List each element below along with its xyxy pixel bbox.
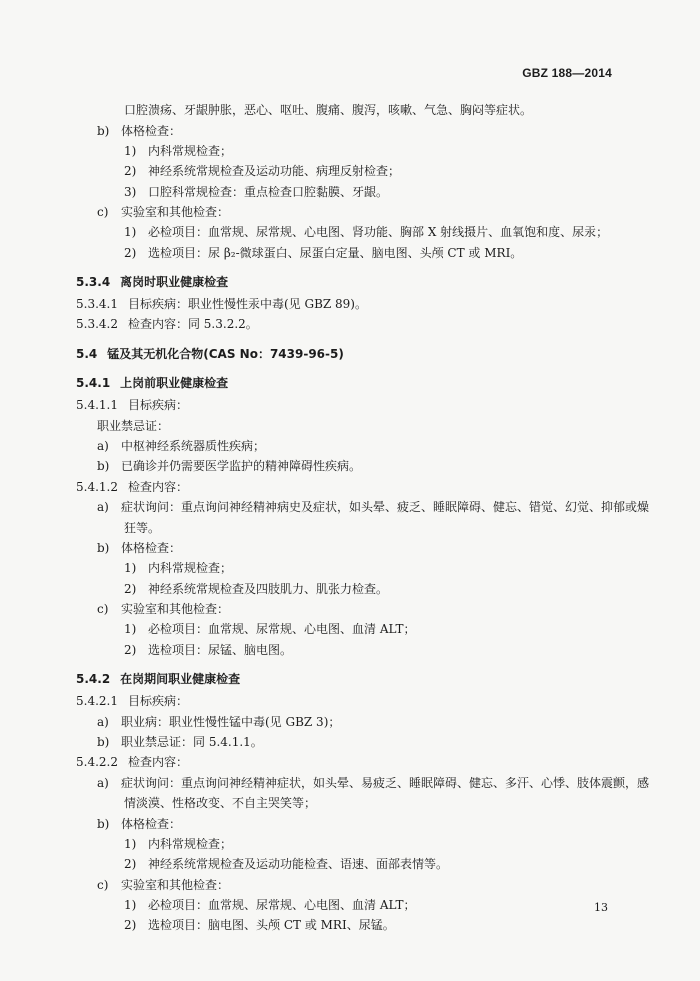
text-line [124,795,316,811]
page-number: 13 [594,901,608,914]
clause-number: 5.4.1 [76,376,111,390]
list-item [124,143,232,159]
list-item [97,123,181,139]
line-text: 内科常规检查； [148,561,233,575]
clause-line [76,754,188,770]
list-item [124,581,388,597]
list-marker: 2) [124,918,137,932]
list-item [124,224,608,240]
list-marker: 1) [124,144,137,158]
list-item [97,540,181,556]
list-marker: b) [97,817,110,831]
list-marker: a) [97,776,109,790]
list-marker: 1) [124,898,137,912]
line-text: 离岗时职业健康检查 [120,275,229,289]
section-heading [76,671,240,687]
list-item [124,856,448,872]
line-text: 职业病：职业性慢性锰中毒(见 GBZ 3)； [121,715,341,729]
clause-line [76,397,188,413]
clause-line [76,693,188,709]
clause-line [76,296,367,312]
line-text: 职业禁忌证：同 5.4.1.1。 [121,735,263,749]
line-text: 上岗前职业健康检查 [120,376,229,390]
line-text: 目标疾病： [127,398,188,412]
list-item [124,163,400,179]
list-item [124,897,415,913]
list-item [124,836,232,852]
list-marker: 3) [124,185,137,199]
list-marker: b) [97,459,110,473]
clause-number: 5.4.2.2 [76,755,118,769]
list-item [97,816,181,832]
line-text: 已确诊并仍需要医学监护的精神障碍性疾病。 [121,459,362,473]
line-text: 选检项目：尿 β₂-微球蛋白、尿蛋白定量、脑电图、头颅 CT 或 MRI。 [148,246,523,260]
list-item [97,499,649,515]
section-heading [76,274,228,290]
line-text: 情淡漠、性格改变、不自主哭笑等； [124,796,317,810]
list-item [124,917,395,933]
list-item [97,714,340,730]
line-text: 症状询问：重点询问神经精神症状，如头晕、易疲乏、睡眠障碍、健忘、多汗、心悸、肢体震颤，感 [121,776,650,790]
line-text: 必检项目：血常规、尿常规、心电图、肾功能、胸部 X 射线摄片、血氧饱和度、尿汞； [148,225,609,239]
line-text: 神经系统常规检查及四肢肌力、肌张力检查。 [148,582,389,596]
list-marker: 1) [124,837,137,851]
section-heading [76,375,228,391]
line-text: 内科常规检查； [148,144,233,158]
line-text: 狂等。 [124,521,161,535]
line-text: 实验室和其他检查： [121,602,230,616]
list-item [97,438,265,454]
list-item [124,642,292,658]
line-text: 检查内容： [127,755,188,769]
clause-number: 5.3.4.1 [76,297,118,311]
list-item [97,775,649,791]
list-item [97,734,263,750]
clause-number: 5.3.4 [76,275,111,289]
line-text: 选检项目：脑电图、头颅 CT 或 MRI、尿锰。 [148,918,395,932]
line-text: 内科常规检查； [148,837,233,851]
clause-line [76,316,258,332]
standard-code-header: GBZ 188—2014 [522,66,612,80]
list-marker: b) [97,124,110,138]
line-text: 体格检查： [121,817,182,831]
list-item [124,184,388,200]
list-item [97,877,229,893]
list-marker: 2) [124,582,137,596]
list-marker: a) [97,715,109,729]
list-marker: 2) [124,164,137,178]
line-text: 在岗期间职业健康检查 [120,672,241,686]
line-text: 检查内容： [127,480,188,494]
list-marker: 1) [124,622,137,636]
line-text: 体格检查： [121,124,182,138]
clause-number: 5.4.1.2 [76,480,118,494]
line-text: 职业禁忌证： [97,419,170,433]
text-line [124,520,160,536]
line-text: 实验室和其他检查： [121,878,230,892]
line-text: 体格检查： [121,541,182,555]
line-text: 选检项目：尿锰、脑电图。 [148,643,293,657]
list-marker: 2) [124,643,137,657]
list-marker: b) [97,735,110,749]
line-text: 必检项目：血常规、尿常规、心电图、血清 ALT； [148,898,416,912]
list-item [97,204,229,220]
list-marker: b) [97,541,110,555]
line-text: 必检项目：血常规、尿常规、心电图、血清 ALT； [148,622,416,636]
line-text: 症状询问：重点询问神经精神病史及症状，如头晕、疲乏、睡眠障碍、健忘、错觉、幻觉、抑郁或燥 [121,500,650,514]
clause-number: 5.4 [76,347,98,361]
clause-number: 5.4.2 [76,672,111,686]
clause-number: 5.4.1.1 [76,398,118,412]
list-marker: c) [97,878,109,892]
line-text: 锰及其无机化合物(CAS No：7439-96-5) [107,347,344,361]
line-text: 实验室和其他检查： [121,205,230,219]
line-text: 目标疾病： [127,694,188,708]
section-heading [76,346,344,362]
line-text: 目标疾病：职业性慢性汞中毒(见 GBZ 89)。 [127,297,367,311]
line-text: 口腔科常规检查：重点检查口腔黏膜、牙龈。 [148,185,389,199]
list-item [124,621,415,637]
list-marker: c) [97,205,109,219]
list-marker: 2) [124,246,137,260]
line-text: 神经系统常规检查及运动功能、病理反射检查； [148,164,401,178]
list-marker: a) [97,439,109,453]
list-marker: 1) [124,561,137,575]
line-text: 口腔溃疡、牙龈肿胀，恶心、呕吐、腹痛、腹泻，咳嗽、气急、胸闷等症状。 [124,103,533,117]
line-text: 中枢神经系统器质性疾病； [121,439,266,453]
list-marker: c) [97,602,109,616]
clause-number: 5.4.2.1 [76,694,118,708]
line-text: 神经系统常规检查及运动功能检查、语速、面部表情等。 [148,857,449,871]
list-item [124,245,522,261]
text-line [97,418,169,434]
clause-number: 5.3.4.2 [76,317,118,331]
line-text: 检查内容：同 5.3.2.2。 [127,317,258,331]
list-marker: 1) [124,225,137,239]
clause-line [76,479,188,495]
list-marker: 2) [124,857,137,871]
list-item [97,601,229,617]
list-item [97,458,361,474]
text-line [124,102,532,118]
list-marker: a) [97,500,109,514]
list-item [124,560,232,576]
